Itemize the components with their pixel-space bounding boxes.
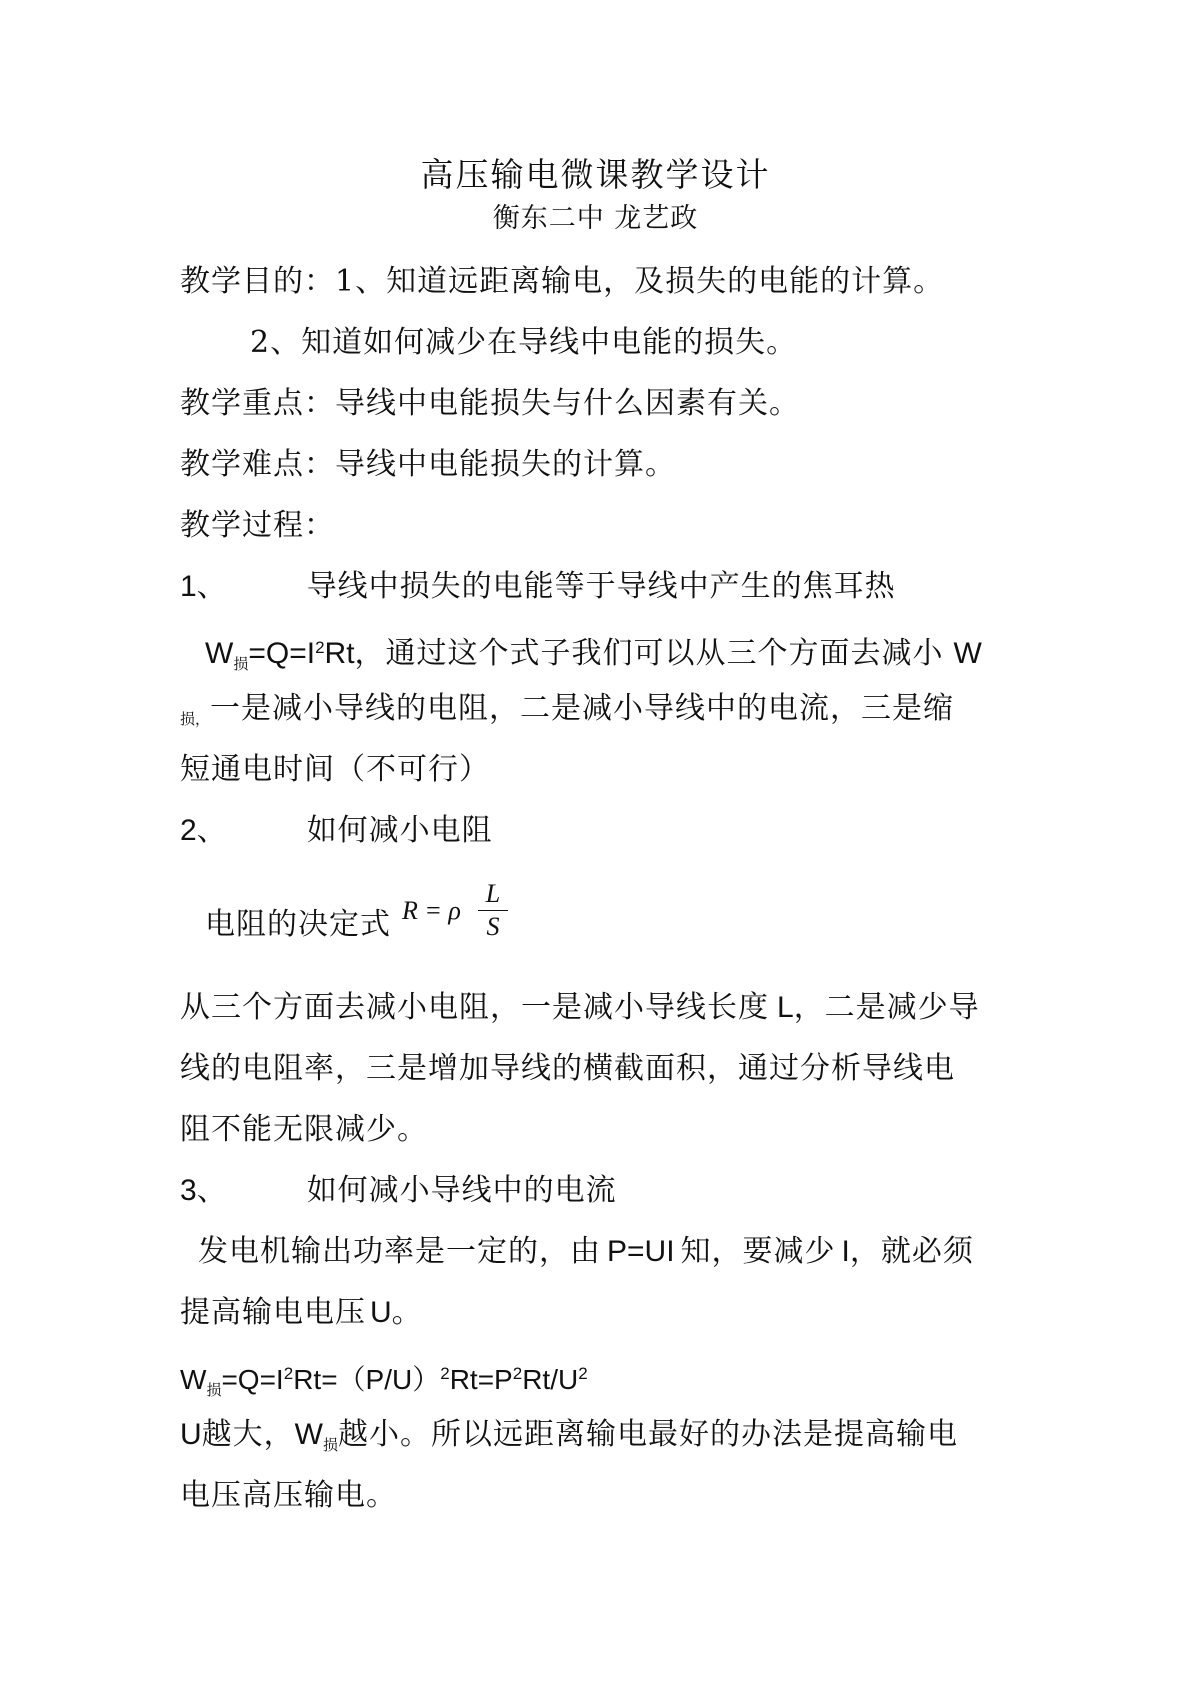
section-1-title: 导线中损失的电能等于导线中产生的焦耳热 [306, 569, 896, 604]
current-symbol: I [841, 1235, 850, 1268]
eq-part-c: Rt=P [449, 1364, 513, 1395]
equation-middle: =Q=I [248, 637, 316, 670]
document-title: 高压输电微课教学设计 [420, 155, 771, 194]
teaching-goal-2: 2、知道如何减少在导线中电能的损失。 [250, 325, 798, 360]
goal-1-text: 1、知道远距离输电，及损失的电能的计算。 [335, 264, 945, 299]
eq-w: W [180, 1364, 207, 1395]
conclusion-part-a: 越大， [201, 1417, 295, 1452]
section-1-number: 1、 [180, 570, 227, 603]
section-3-line-2 [180, 1293, 423, 1333]
teaching-goal-1 [180, 262, 944, 302]
section-3-line-1 [198, 1232, 974, 1272]
power-equation: P=UI [607, 1235, 675, 1268]
conclusion-w-symbol: W [294, 1418, 323, 1451]
eq-sup-3: 2 [512, 1364, 523, 1383]
eq-part-a: =Q=I [221, 1364, 284, 1395]
formula-denominator: S [486, 912, 500, 941]
equation-square: 2 [315, 638, 325, 657]
teaching-key-point: 教学重点：导线中电能损失与什么因素有关。 [180, 386, 800, 421]
section-3-p1a: 发电机输出功率是一定的，由 [198, 1234, 601, 1269]
conclusion-loss-subscript: 损 [323, 1436, 339, 1454]
section-3-title: 如何减小导线中的电流 [306, 1173, 617, 1208]
eq-part-d: Rt/U [522, 1364, 579, 1395]
eq-part-b: Rt=（P/U） [293, 1364, 441, 1395]
document-author: 衡东二中 龙艺政 [492, 203, 699, 234]
eq-sup-2: 2 [440, 1364, 450, 1383]
loss-subscript: 损 [233, 655, 249, 673]
section-3-p1c: ，就必须 [849, 1234, 974, 1269]
section-3-conclusion-2: 电压高压输电。 [180, 1478, 397, 1513]
length-symbol: L [777, 991, 794, 1024]
section-2-number: 2、 [180, 814, 227, 847]
teaching-process-label: 教学过程： [180, 508, 335, 543]
formula-numerator: L [485, 879, 501, 908]
loss-subscript-2: 损， [180, 710, 211, 728]
section-2-heading [180, 811, 493, 851]
section-3-p2b: 。 [391, 1295, 423, 1330]
formula-lhs: R = ρ [402, 896, 461, 925]
eq-loss-subscript: 损 [206, 1381, 222, 1399]
conclusion-voltage-symbol: U [180, 1418, 202, 1451]
section-2-para-1a: 从三个方面去减小电阻，一是减小导线长度 [180, 990, 769, 1025]
section-3-conclusion-1 [180, 1415, 958, 1465]
energy-loss-symbol-2: W [953, 637, 982, 670]
goal-label: 教学目的： [180, 264, 335, 299]
section-3-heading [180, 1171, 617, 1211]
section-1-line-3: 短通电时间（不可行） [180, 752, 490, 787]
section-1-heading [180, 567, 896, 607]
formula-fraction [478, 880, 508, 941]
section-2-para-1b: ，二是减少导 [793, 990, 980, 1025]
section-3-p1b: 知，要减少 [680, 1234, 836, 1269]
section-1-text: ，通过这个式子我们可以从三个方面去减小 [354, 636, 944, 671]
section-2-para-line-3: 阻不能无限减少。 [180, 1112, 428, 1147]
energy-loss-symbol: W [205, 637, 234, 670]
eq-sup-4: 2 [578, 1364, 588, 1383]
section-2-title: 如何减小电阻 [306, 813, 493, 848]
teaching-difficulty: 教学难点：导线中电能损失的计算。 [180, 447, 676, 482]
section-1-line-2 [180, 689, 954, 739]
section-1-equation-line [205, 628, 982, 684]
section-2-para-line-1 [180, 988, 980, 1028]
conclusion-part-b: 越小。所以远距离输电最好的办法是提高输电 [338, 1417, 959, 1452]
resistance-formula-label: 电阻的决定式 [205, 907, 391, 942]
section-3-number: 3、 [180, 1174, 227, 1207]
section-3-p2a: 提高输电电压 [180, 1295, 366, 1330]
eq-sup-1: 2 [283, 1364, 294, 1383]
equation-end: Rt [324, 637, 355, 670]
section-1-line-2-text: 一是减小导线的电阻，二是减小导线中的电流，三是缩 [210, 691, 955, 726]
section-3-equation [180, 1354, 588, 1410]
fraction-bar [478, 910, 508, 911]
voltage-symbol: U [370, 1296, 392, 1329]
section-2-para-line-2: 线的电阻率，三是增加导线的横截面积，通过分析导线电 [180, 1051, 955, 1086]
